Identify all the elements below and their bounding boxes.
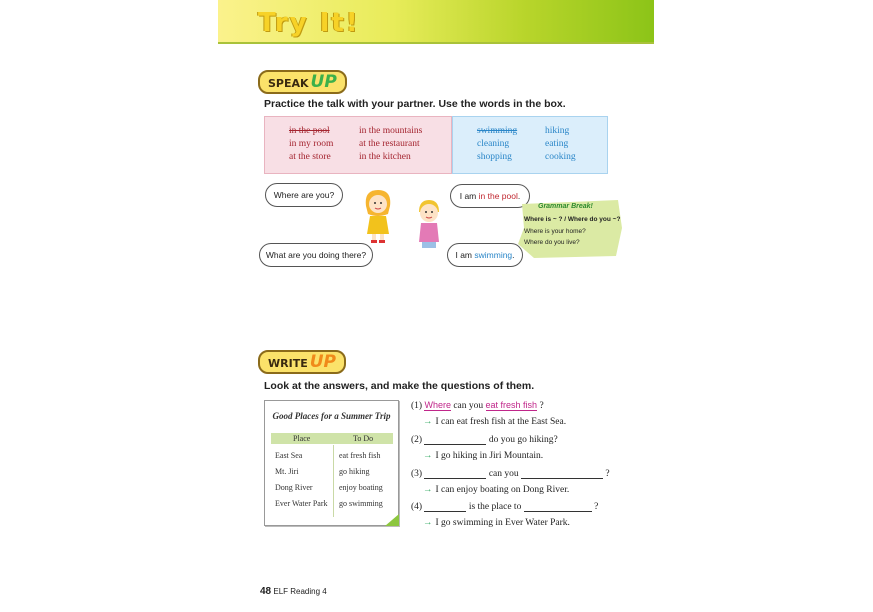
place-word: in my room xyxy=(289,139,334,149)
card-title: Good Places for a Summer Trip xyxy=(272,411,391,421)
speak-badge-text: SPEAK xyxy=(268,77,309,90)
place-word: in the pool xyxy=(289,126,330,136)
bubble-highlight: in the pool xyxy=(478,191,518,201)
question-text: ? xyxy=(539,401,544,411)
blank-field[interactable] xyxy=(424,501,466,512)
question-text: can you xyxy=(453,401,484,411)
answer-3 xyxy=(423,485,569,495)
place-word: in the kitchen xyxy=(359,152,411,162)
grammar-break-note xyxy=(514,198,624,260)
book-title: ELF Reading 4 xyxy=(273,587,327,596)
question-text: do you go hiking? xyxy=(488,435,558,445)
activity-word: hiking xyxy=(545,126,570,136)
grammar-break-title: Grammar Break! xyxy=(538,203,593,210)
bubble-text: Where are you? xyxy=(273,190,335,200)
header-divider xyxy=(218,42,654,44)
blank-field[interactable] xyxy=(524,501,592,512)
bubble-text: . xyxy=(517,191,521,201)
bubble-text: . xyxy=(512,250,515,260)
bubble-text: I am xyxy=(455,250,475,260)
answer-text: I can enjoy boating on Dong River. xyxy=(435,485,570,495)
place-word: in the mountains xyxy=(359,126,423,136)
bubble-text: What are you doing there? xyxy=(265,250,367,260)
question-number: (3) xyxy=(411,469,423,479)
textbook-page xyxy=(218,0,654,612)
answer-4 xyxy=(423,518,570,528)
card-place: East Sea xyxy=(275,451,303,460)
card-place: Ever Water Park xyxy=(275,499,328,508)
question-3 xyxy=(411,468,610,479)
arrow-icon: → xyxy=(423,451,433,461)
activities-word-box xyxy=(452,116,608,174)
write-instruction: Look at the answers, and make the questions of them. xyxy=(264,380,535,392)
blank-field[interactable] xyxy=(424,434,486,445)
boy-illustration xyxy=(412,198,446,250)
question-text: ? xyxy=(594,502,599,512)
answer-text: I can eat fresh fish at the East Sea. xyxy=(435,417,567,427)
answer-text: I go hiking in Jiri Mountain. xyxy=(435,451,544,461)
place-word: at the restaurant xyxy=(359,139,420,149)
bubble-text: I am xyxy=(459,191,479,201)
write-up-badge xyxy=(258,350,346,374)
question-text: ? xyxy=(605,469,610,479)
page-title: Try It! xyxy=(258,8,360,38)
question-4 xyxy=(411,501,598,512)
card-corner-fold xyxy=(385,514,399,526)
question-number: (1) xyxy=(411,401,423,411)
blank-field[interactable] xyxy=(424,468,486,479)
card-header-row xyxy=(271,433,393,444)
page-footer xyxy=(260,586,327,597)
bubble-highlight: swimming xyxy=(474,250,513,260)
card-place: Dong River xyxy=(275,483,313,492)
write-badge-text: WRITE xyxy=(268,357,308,370)
card-todo: go hiking xyxy=(339,467,370,476)
card-column-divider xyxy=(333,445,334,517)
speak-instruction: Practice the talk with your partner. Use the words in the box. xyxy=(264,98,566,110)
activity-word: cooking xyxy=(545,152,576,162)
place-word: at the store xyxy=(289,152,331,162)
speech-bubble-what xyxy=(259,243,373,267)
page-number: 48 xyxy=(260,586,272,597)
write-badge-up: UP xyxy=(309,352,336,372)
girl-illustration xyxy=(358,188,398,244)
arrow-icon: → xyxy=(423,417,433,427)
places-word-box xyxy=(264,116,452,174)
card-col-todo: To Do xyxy=(353,434,374,443)
arrow-icon: → xyxy=(423,485,433,495)
answer-example: eat fresh fish xyxy=(485,400,538,410)
card-todo: eat fresh fish xyxy=(339,451,381,460)
question-number: (2) xyxy=(411,435,423,445)
question-1 xyxy=(411,400,544,411)
summer-trip-card xyxy=(264,400,399,526)
answer-1 xyxy=(423,417,566,427)
activity-word: cleaning xyxy=(477,139,510,149)
speak-up-badge xyxy=(258,70,347,94)
speak-badge-up: UP xyxy=(310,72,337,92)
question-text: is the place to xyxy=(468,502,522,512)
answer-2 xyxy=(423,451,543,461)
arrow-icon: → xyxy=(423,518,433,528)
activity-word: shopping xyxy=(477,152,512,162)
question-text: can you xyxy=(488,469,519,479)
answer-text: I go swimming in Ever Water Park. xyxy=(435,518,570,528)
card-todo: enjoy boating xyxy=(339,483,383,492)
activity-word: swimming xyxy=(477,126,518,136)
question-number: (4) xyxy=(411,502,423,512)
speech-bubble-answer-activity xyxy=(447,243,523,267)
grammar-break-line: Where is ~ ? / Where do you ~? xyxy=(524,216,621,223)
blank-field[interactable] xyxy=(521,468,603,479)
speech-bubble-where xyxy=(265,183,343,207)
grammar-break-line: Where do you live? xyxy=(524,239,580,246)
card-todo: go swimming xyxy=(339,499,383,508)
card-place: Mt. Jiri xyxy=(275,467,299,476)
activity-word: eating xyxy=(545,139,569,149)
grammar-break-line: Where is your home? xyxy=(524,228,586,235)
card-col-place: Place xyxy=(293,434,311,443)
question-2 xyxy=(411,434,558,445)
answer-example: Where xyxy=(424,400,451,410)
